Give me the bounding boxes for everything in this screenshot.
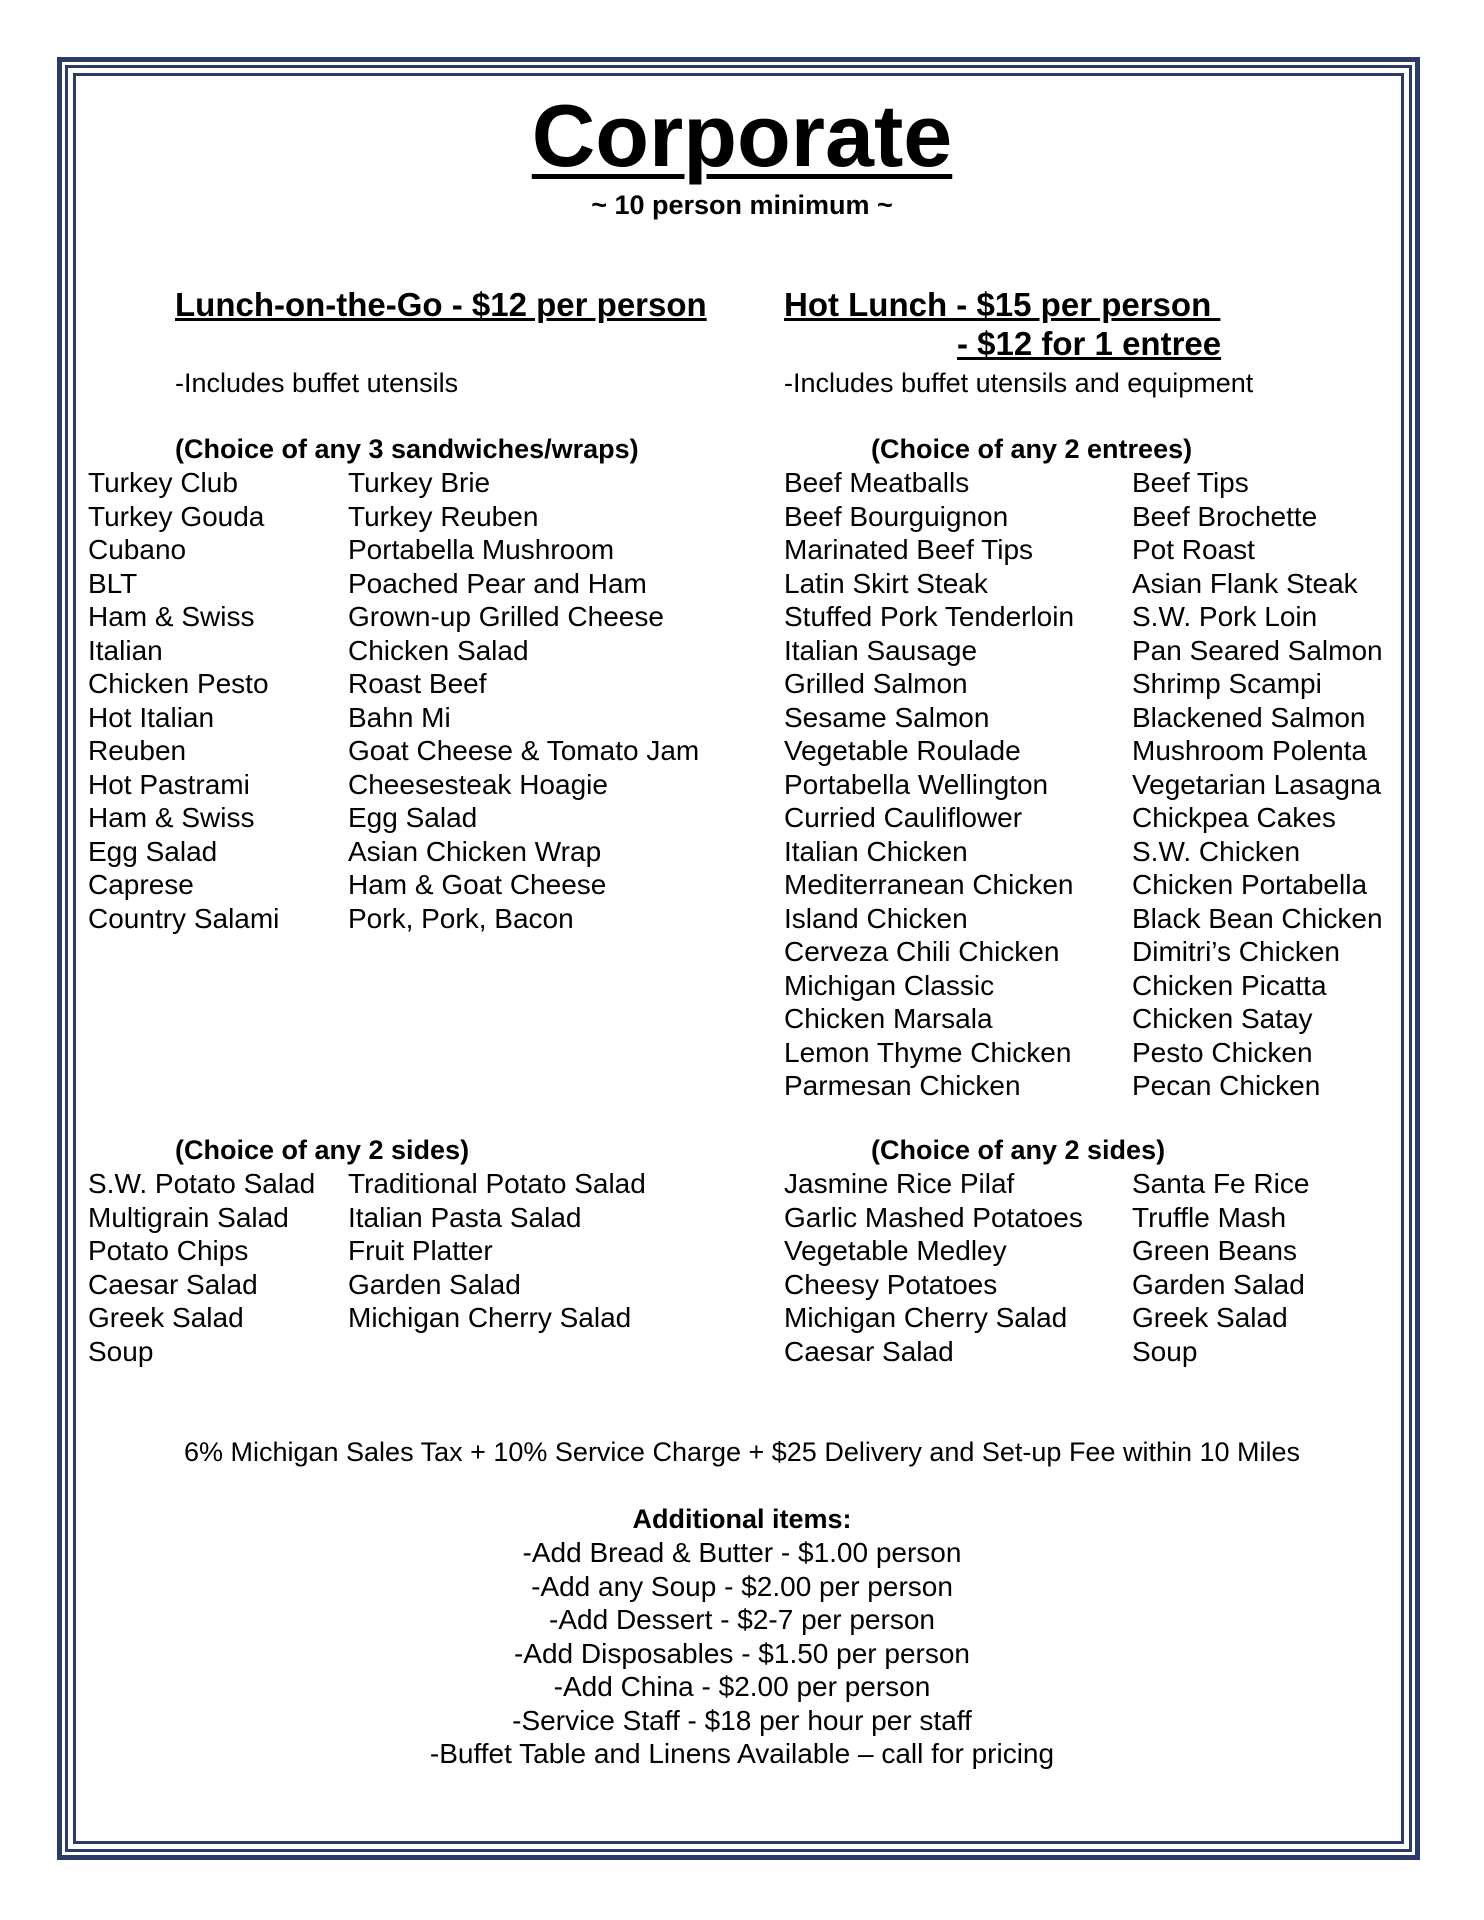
sandwich-item: Grown-up Grilled Cheese <box>348 601 664 632</box>
sandwich-item: Country Salami <box>88 902 280 934</box>
sandwich-item: Italian <box>88 634 163 666</box>
entree-item: Chicken Picatta <box>1132 969 1327 1001</box>
additional-items-title: Additional items: <box>632 1504 852 1534</box>
lunch-on-the-go-note: -Includes buffet utensils <box>175 368 459 398</box>
side-item: Vegetable Medley <box>784 1235 1007 1266</box>
entree-item: Chicken Satay <box>1132 1003 1313 1034</box>
sandwich-item: Asian Chicken Wrap <box>348 835 602 867</box>
lunch-on-the-go-heading: Lunch-on-the-Go - $12 per person <box>175 286 707 323</box>
page-title: Corporate <box>531 86 953 185</box>
entree-item: Dimitri’s Chicken <box>1132 936 1340 967</box>
hot-lunch-heading: Hot Lunch - $15 per person <box>784 286 1221 323</box>
sandwich-list-col2 <box>348 466 699 935</box>
entree-item: Chickpea Cakes <box>1132 802 1336 833</box>
sandwich-item: Portabella Mushroom <box>348 534 615 565</box>
entree-item: Asian Flank Steak <box>1132 567 1358 599</box>
entree-item: Marinated Beef Tips <box>784 534 1034 565</box>
additional-item: -Add China - $2.00 per person <box>553 1671 931 1702</box>
sandwich-item: Bahn Mi <box>348 701 451 733</box>
entree-item: Vegetarian Lasagna <box>1132 768 1382 800</box>
sandwich-item: Goat Cheese & Tomato Jam <box>348 735 700 766</box>
entree-item: Portabella Wellington <box>784 768 1049 800</box>
entree-list-col2 <box>1132 466 1383 1103</box>
entree-item: Sesame Salmon <box>784 701 990 733</box>
side-item: Caesar Salad <box>784 1335 954 1367</box>
sandwich-item: Ham & Swiss <box>88 601 255 632</box>
sandwich-item: Turkey Reuben <box>348 500 539 532</box>
sandwich-item: BLT <box>88 567 138 599</box>
entree-item: Michigan Classic <box>784 969 995 1001</box>
entree-item: Mushroom Polenta <box>1132 735 1368 766</box>
additional-item: -Add Dessert - $2-7 per person <box>549 1604 935 1635</box>
lunch-sides-list-col1 <box>88 1167 315 1368</box>
entree-item: Lemon Thyme Chicken <box>784 1036 1072 1068</box>
entree-item: S.W. Pork Loin <box>1132 601 1318 632</box>
sandwich-item: Hot Pastrami <box>88 768 250 800</box>
entree-item: Pecan Chicken <box>1132 1070 1321 1101</box>
entree-item: Shrimp Scampi <box>1132 668 1322 699</box>
entree-item: Stuffed Pork Tenderloin <box>784 601 1075 632</box>
side-item: Soup <box>1132 1335 1198 1367</box>
entree-item: Chicken Portabella <box>1132 869 1368 900</box>
entree-item: Cerveza Chili Chicken <box>784 936 1060 967</box>
side-item: Michigan Cherry Salad <box>348 1302 632 1333</box>
side-item: Greek Salad <box>88 1302 244 1333</box>
entree-item: Curried Cauliflower <box>784 802 1023 833</box>
entree-item: Grilled Salmon <box>784 668 968 699</box>
entree-item: Latin Skirt Steak <box>784 567 988 599</box>
side-item: Fruit Platter <box>348 1235 493 1266</box>
side-item: Traditional Potato Salad <box>348 1168 646 1199</box>
sandwich-item: Cheesesteak Hoagie <box>348 768 608 800</box>
sandwich-item: Poached Pear and Ham <box>348 567 647 599</box>
entree-item: Pan Seared Salmon <box>1132 634 1383 666</box>
entree-item: Pesto Chicken <box>1132 1036 1313 1068</box>
sandwich-item: Ham & Swiss <box>88 802 255 833</box>
minimum-note: ~ 10 person minimum ~ <box>591 190 893 220</box>
additional-item: -Add Bread & Butter - $1.00 person <box>522 1537 962 1568</box>
additional-item: -Buffet Table and Linens Available – call for pricing <box>429 1738 1055 1769</box>
entree-item: Mediterranean Chicken <box>784 869 1074 900</box>
entree-item: Italian Chicken <box>784 835 968 867</box>
sandwich-item: Pork, Pork, Bacon <box>348 902 574 934</box>
sandwich-list-col1 <box>88 466 279 935</box>
lunch-sides-choice-label: (Choice of any 2 sides) <box>175 1135 470 1165</box>
side-item: Truffle Mash <box>1132 1201 1287 1233</box>
side-item: Garden Salad <box>1132 1268 1305 1300</box>
side-item: Multigrain Salad <box>88 1201 289 1233</box>
additional-item: -Add any Soup - $2.00 per person <box>531 1570 953 1602</box>
sandwich-item: Turkey Gouda <box>88 500 265 532</box>
entree-item: Parmesan Chicken <box>784 1070 1021 1101</box>
side-item: S.W. Potato Salad <box>88 1168 316 1199</box>
hot-sides-choice-label: (Choice of any 2 sides) <box>871 1135 1166 1165</box>
side-item: Garlic Mashed Potatoes <box>784 1201 1083 1233</box>
side-item: Soup <box>88 1335 154 1367</box>
side-item: Greek Salad <box>1132 1302 1288 1333</box>
side-item: Cheesy Potatoes <box>784 1268 998 1300</box>
entree-item: Beef Bourguignon <box>784 500 1009 532</box>
entree-item: Island Chicken <box>784 902 968 934</box>
hot-sides-list-col1 <box>784 1167 1083 1368</box>
sandwich-choice-label: (Choice of any 3 sandwiches/wraps) <box>175 434 639 464</box>
side-item: Potato Chips <box>88 1235 249 1266</box>
entree-choice-label: (Choice of any 2 entrees) <box>871 434 1193 464</box>
entree-item: Black Bean Chicken <box>1132 902 1383 934</box>
entree-item: Blackened Salmon <box>1132 701 1366 733</box>
sandwich-item: Egg Salad <box>88 835 218 867</box>
sandwich-item: Hot Italian <box>88 701 215 733</box>
entree-item: Beef Tips <box>1132 467 1249 498</box>
lunch-sides-list-col2 <box>348 1167 646 1335</box>
sandwich-item: Chicken Pesto <box>88 668 269 699</box>
hot-lunch-single-entree-price: - $12 for 1 entree <box>957 325 1222 362</box>
entree-item: Chicken Marsala <box>784 1003 993 1034</box>
additional-items <box>0 1502 1484 1771</box>
sandwich-item: Reuben <box>88 735 187 766</box>
side-item: Italian Pasta Salad <box>348 1201 582 1233</box>
hot-lunch-note: -Includes buffet utensils and equipment <box>784 368 1254 398</box>
entree-item: Beef Meatballs <box>784 467 970 498</box>
fees-note: 6% Michigan Sales Tax + 10% Service Charge + $25 Delivery and Set-up Fee within 10 Miles <box>183 1437 1301 1467</box>
side-item: Green Beans <box>1132 1235 1297 1266</box>
sandwich-item: Cubano <box>88 534 187 565</box>
entree-item: Italian Sausage <box>784 634 978 666</box>
entree-list-col1 <box>784 466 1074 1103</box>
sandwich-item: Egg Salad <box>348 802 478 833</box>
hot-sides-list-col2 <box>1132 1167 1309 1368</box>
sandwich-item: Turkey Brie <box>348 467 491 498</box>
sandwich-item: Turkey Club <box>88 467 238 498</box>
entree-item: Pot Roast <box>1132 534 1255 565</box>
sandwich-item: Chicken Salad <box>348 634 529 666</box>
sandwich-item: Ham & Goat Cheese <box>348 869 607 900</box>
additional-item: -Add Disposables - $1.50 per person <box>513 1637 971 1669</box>
side-item: Garden Salad <box>348 1268 521 1300</box>
additional-items-list <box>0 1536 1484 1771</box>
sandwich-item: Roast Beef <box>348 668 487 699</box>
side-item: Santa Fe Rice <box>1132 1168 1310 1199</box>
side-item: Michigan Cherry Salad <box>784 1302 1068 1333</box>
entree-item: Beef Brochette <box>1132 500 1318 532</box>
side-item: Jasmine Rice Pilaf <box>784 1168 1015 1199</box>
sandwich-item: Caprese <box>88 869 194 900</box>
entree-item: S.W. Chicken <box>1132 835 1301 867</box>
additional-item: -Service Staff - $18 per hour per staff <box>512 1704 972 1736</box>
entree-item: Vegetable Roulade <box>784 735 1021 766</box>
side-item: Caesar Salad <box>88 1268 258 1300</box>
